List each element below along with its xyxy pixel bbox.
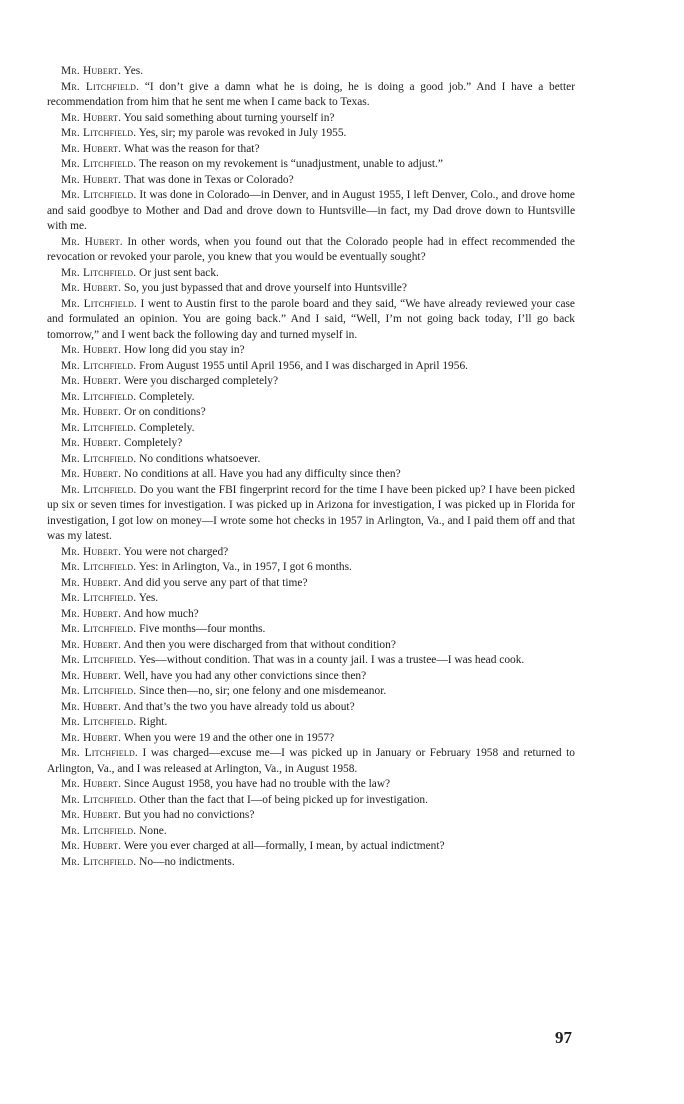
speaker-name: Mr. Hubert. xyxy=(61,468,122,480)
speech-text: In other words, when you found out that the Colorado people had in effect recommended the revocation or revoked your parole, you knew that you would be eventually sought? xyxy=(47,235,575,263)
speech-text: The reason on my revokement is “unadjustment, unable to adjust.” xyxy=(138,158,443,170)
speaker-name: Mr. Litchfield. xyxy=(61,824,137,837)
transcript-paragraph xyxy=(47,235,575,266)
speaker-name: Mr. Litchfield. xyxy=(61,421,137,434)
transcript-paragraph xyxy=(47,607,575,623)
speech-text: Right. xyxy=(139,716,168,728)
transcript-paragraph xyxy=(47,188,575,235)
speaker-name: Mr. Hubert. xyxy=(61,700,122,713)
speech-text: No conditions at all. Have you had any difficulty since then? xyxy=(124,468,401,480)
transcript-paragraph xyxy=(47,793,575,809)
speaker-name: Mr. Litchfield. xyxy=(61,452,137,465)
speaker-name: Mr. Hubert. xyxy=(61,344,122,356)
transcript-paragraph xyxy=(47,405,575,421)
speaker-name: Mr. Hubert. xyxy=(61,638,122,651)
speech-text: Or just sent back. xyxy=(139,266,219,279)
speech-text: And then you were discharged from that without condition? xyxy=(123,638,396,651)
speaker-name: Mr. Hubert. xyxy=(61,375,122,387)
transcript-paragraph xyxy=(47,390,575,406)
speech-text: No conditions whatsoever. xyxy=(139,452,261,465)
transcript-paragraph xyxy=(47,266,575,282)
speech-text: That was done in Texas or Colorado? xyxy=(123,173,294,186)
speaker-name: Mr. Litchfield. xyxy=(61,297,137,310)
transcript-paragraph xyxy=(47,839,575,855)
page-number: 97 xyxy=(555,1028,572,1047)
speech-text: I went to Austin first to the parole board and they said, “We have already reviewed your case and formulated an opinion. You are going back.” And I said, “Well, I’m not going back today, I’ll go back tomorrow,” and I went back the following day and turned myself in. xyxy=(47,297,575,341)
speaker-name: Mr. Hubert. xyxy=(61,545,122,558)
transcript-paragraph xyxy=(47,142,575,158)
speaker-name: Mr. Litchfield. xyxy=(61,747,138,759)
transcript-paragraph xyxy=(47,715,575,731)
speaker-name: Mr. Litchfield. xyxy=(61,793,137,806)
speaker-name: Mr. Hubert. xyxy=(61,669,122,682)
speaker-name: Mr. Litchfield. xyxy=(61,80,140,93)
speech-text: But you had no convictions? xyxy=(124,809,255,821)
speech-text: Five months—four months. xyxy=(139,623,266,635)
speech-text: I was charged—excuse me—I was picked up in January or February 1958 and returned to Arlington, Va., and I was released at Arlington, Va., in August 1958. xyxy=(47,747,575,775)
speaker-name: Mr. Litchfield. xyxy=(61,127,137,139)
speech-text: Were you ever charged at all—formally, I mean, by actual indictment? xyxy=(123,840,445,852)
speech-text: And that’s the two you have already told us about? xyxy=(123,700,355,713)
transcript-paragraph xyxy=(47,359,575,375)
transcript-body xyxy=(47,64,575,870)
speech-text: You were not charged? xyxy=(123,545,229,558)
speaker-name: Mr. Hubert. xyxy=(61,840,122,852)
speech-text: When you were 19 and the other one in 1957? xyxy=(123,731,335,744)
speaker-name: Mr. Hubert. xyxy=(61,142,122,155)
speaker-name: Mr. Litchfield. xyxy=(61,592,137,604)
speaker-name: Mr. Litchfield. xyxy=(61,483,137,496)
transcript-paragraph xyxy=(47,576,575,592)
speech-text: From August 1955 until April 1956, and I was discharged in April 1956. xyxy=(139,359,468,372)
speaker-name: Mr. Hubert. xyxy=(61,111,122,124)
speech-text: Well, have you had any other convictions since then? xyxy=(123,669,367,682)
speech-text: It was done in Colorado—in Denver, and in August 1955, I left Denver, Colo., and drove home and said goodbye to Mother and Dad and drove down to Huntsville—in fact, my Dad drove down to Huntsville with me. xyxy=(47,189,575,232)
speaker-name: Mr. Hubert. xyxy=(61,282,122,294)
speaker-name: Mr. Litchfield. xyxy=(61,266,137,279)
speaker-name: Mr. Litchfield. xyxy=(61,158,137,170)
speech-text: Since then—no, sir; one felony and one misdemeanor. xyxy=(139,685,387,697)
speaker-name: Mr. Litchfield. xyxy=(61,359,137,372)
transcript-paragraph xyxy=(47,700,575,716)
transcript-paragraph xyxy=(47,421,575,437)
speaker-name: Mr. Hubert. xyxy=(61,437,122,449)
speech-text: Completely. xyxy=(139,390,195,403)
speech-text: Yes—without condition. That was in a county jail. I was a trustee—I was head cook. xyxy=(138,654,525,666)
speech-text: Do you want the FBI fingerprint record for the time I have been picked up? I have been picked up six or seven times for investigation. I was picked up in Arizona for investigation, I was picked up in Florida for investigation, I got low on money—I wrote some hot checks in 1957 in Arlington, Va., and I paid them off and that was my latest. xyxy=(47,483,575,542)
transcript-paragraph xyxy=(47,467,575,483)
transcript-paragraph xyxy=(47,173,575,189)
speech-text: None. xyxy=(139,824,167,837)
transcript-paragraph xyxy=(47,64,575,80)
transcript-paragraph xyxy=(47,343,575,359)
transcript-paragraph xyxy=(47,281,575,297)
speech-text: No—no indictments. xyxy=(139,855,235,868)
speaker-name: Mr. Litchfield. xyxy=(61,390,137,403)
speech-text: “I don’t give a damn what he is doing, he is doing a good job.” And I have a better recommendation from him that he sent me when I came back to Texas. xyxy=(47,80,575,108)
speaker-name: Mr. Hubert. xyxy=(61,809,122,821)
speaker-name: Mr. Litchfield. xyxy=(61,189,137,201)
transcript-paragraph xyxy=(47,684,575,700)
transcript-paragraph xyxy=(47,777,575,793)
speaker-name: Mr. Hubert. xyxy=(61,576,122,589)
transcript-paragraph xyxy=(47,808,575,824)
speaker-name: Mr. Hubert. xyxy=(61,778,122,790)
speaker-name: Mr. Litchfield. xyxy=(61,855,137,868)
transcript-paragraph xyxy=(47,111,575,127)
transcript-paragraph xyxy=(47,591,575,607)
speech-text: What was the reason for that? xyxy=(123,142,260,155)
speech-text: Since August 1958, you have had no trouble with the law? xyxy=(124,778,391,790)
speaker-name: Mr. Litchfield. xyxy=(61,561,137,573)
speech-text: Yes. xyxy=(123,65,144,77)
transcript-paragraph xyxy=(47,374,575,390)
transcript-paragraph xyxy=(47,545,575,561)
speech-text: How long did you stay in? xyxy=(124,344,245,356)
transcript-paragraph xyxy=(47,669,575,685)
speaker-name: Mr. Litchfield. xyxy=(61,654,137,666)
transcript-paragraph xyxy=(47,80,575,111)
speech-text: Were you discharged completely? xyxy=(123,375,279,387)
transcript-list xyxy=(47,64,575,870)
transcript-paragraph xyxy=(47,126,575,142)
speech-text: You said something about turning yourself in? xyxy=(123,111,335,124)
transcript-paragraph xyxy=(47,622,575,638)
transcript-paragraph xyxy=(47,483,575,545)
speaker-name: Mr. Hubert. xyxy=(61,235,123,248)
speaker-name: Mr. Litchfield. xyxy=(61,623,137,635)
transcript-paragraph xyxy=(47,824,575,840)
transcript-paragraph xyxy=(47,157,575,173)
speech-text: Yes, sir; my parole was revoked in July 1955. xyxy=(138,127,347,139)
speech-text: So, you just bypassed that and drove yourself into Huntsville? xyxy=(124,282,407,294)
transcript-paragraph xyxy=(47,452,575,468)
speaker-name: Mr. Litchfield. xyxy=(61,685,137,697)
speaker-name: Mr. Hubert. xyxy=(61,173,122,186)
speech-text: And did you serve any part of that time? xyxy=(123,576,308,589)
transcript-paragraph xyxy=(47,746,575,777)
speech-text: Completely? xyxy=(124,437,183,449)
speaker-name: Mr. Hubert. xyxy=(61,731,122,744)
speaker-name: Mr. Hubert. xyxy=(61,65,122,77)
speech-text: Completely. xyxy=(139,421,195,434)
transcript-paragraph xyxy=(47,638,575,654)
speaker-name: Mr. Hubert. xyxy=(61,607,122,620)
transcript-paragraph xyxy=(47,855,575,871)
speaker-name: Mr. Hubert. xyxy=(61,406,122,418)
speech-text: And how much? xyxy=(123,607,199,620)
speaker-name: Mr. Litchfield. xyxy=(61,716,137,728)
speech-text: Or on conditions? xyxy=(124,406,206,418)
transcript-paragraph xyxy=(47,297,575,344)
transcript-paragraph xyxy=(47,436,575,452)
speech-text: Yes. xyxy=(138,592,159,604)
transcript-paragraph xyxy=(47,560,575,576)
transcript-paragraph xyxy=(47,653,575,669)
speech-text: Yes: in Arlington, Va., in 1957, I got 6 months. xyxy=(138,561,352,573)
speech-text: Other than the fact that I—of being picked up for investigation. xyxy=(139,793,428,806)
transcript-paragraph xyxy=(47,731,575,747)
